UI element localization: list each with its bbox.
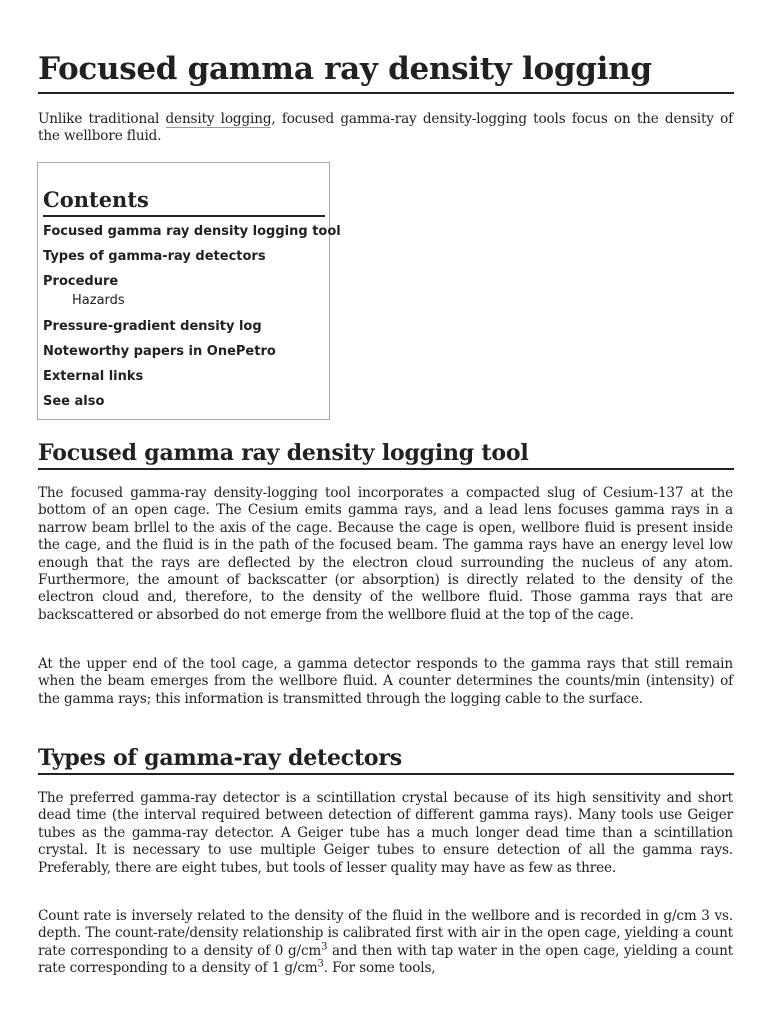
- detector-types-paragraph-1: The preferred gamma-ray detector is a scintillation crystal because of its high sensitivity and short dead time (the interval required between detection of different gamma rays). Many tools use Geiger tubes as the gamma-ray detector. A Geiger tube has a much longer dead time than a scintillation crystal. It is necessary to use multiple Geiger tubes to ensure detection of all the gamma rays. Preferably, there are eight tubes, but tools of lesser quality may have as few as three.: [38, 790, 733, 876]
- toc-item-hazards[interactable]: Hazards: [72, 293, 125, 308]
- intro-paragraph: [38, 111, 733, 146]
- count-rate-paragraph: [38, 908, 733, 978]
- page-title: Focused gamma ray density logging: [38, 46, 734, 94]
- superscript-3: 3: [317, 958, 324, 970]
- toc-item-detector-types[interactable]: Types of gamma-ray detectors: [43, 249, 266, 264]
- toc-item-focused-tool[interactable]: Focused gamma ray density logging tool: [43, 224, 341, 239]
- section-heading-detector-types: Types of gamma-ray detectors: [38, 743, 734, 775]
- focused-tool-paragraph-1: The focused gamma-ray density-logging tool incorporates a compacted slug of Cesium-137 at the bottom of an open cage. The Cesium emits gamma rays, and a lead lens focuses gamma rays in a narrow beam brllel to the axis of the cage. Because the cage is open, wellbore fluid is present inside the cage, and the fluid is in the path of the focused beam. The gamma rays have an energy level low enough that the rays are deflected by the electron cloud surrounding the nucleus of any atom. Furthermore, the amount of backscatter (or absorption) is directly related to the density of the electron cloud and, therefore, to the density of the wellbore fluid. Those gamma rays that are backscattered or absorbed do not emerge from the wellbore fluid at the top of the cage.: [38, 485, 733, 623]
- count-rate-text-1: Count rate is inversely related to the density of the fluid in the wellbore and is recorded in g/cm 3 vs. depth. The count-rate/density relationship is calibrated first with air in the open cage, yielding a count rate corresponding to a density of 0 g/cm: [38, 908, 733, 959]
- toc-item-see-also[interactable]: See also: [43, 394, 105, 409]
- count-rate-text-2: and then with tap water in the open cage, yielding a count rate corresponding to a density of 1 g/cm: [38, 942, 733, 977]
- superscript-3: 3: [321, 941, 328, 953]
- toc-title: Contents: [43, 185, 325, 217]
- toc-item-procedure[interactable]: Procedure: [43, 274, 119, 289]
- section-heading-focused-tool: Focused gamma ray density logging tool: [38, 438, 734, 470]
- intro-text-after: , focused gamma-ray density-logging tools focus on the density of the wellbore fluid.: [38, 111, 734, 145]
- count-rate-text-3: . For some tools,: [323, 960, 436, 977]
- table-of-contents: [37, 162, 341, 420]
- toc-item-external-links[interactable]: External links: [43, 369, 144, 384]
- toc-item-pressure-gradient[interactable]: Pressure-gradient density log: [43, 319, 262, 334]
- density-logging-link[interactable]: density logging: [165, 111, 272, 127]
- focused-tool-paragraph-2: At the upper end of the tool cage, a gamma detector responds to the gamma rays that still remain when the beam emerges from the wellbore fluid. A counter determines the counts/min (intensity) of the gamma rays; this information is transmitted through the logging cable to the surface.: [38, 656, 733, 707]
- toc-item-onepetro-papers[interactable]: Noteworthy papers in OnePetro: [43, 344, 276, 359]
- intro-text-before: Unlike traditional: [38, 111, 166, 127]
